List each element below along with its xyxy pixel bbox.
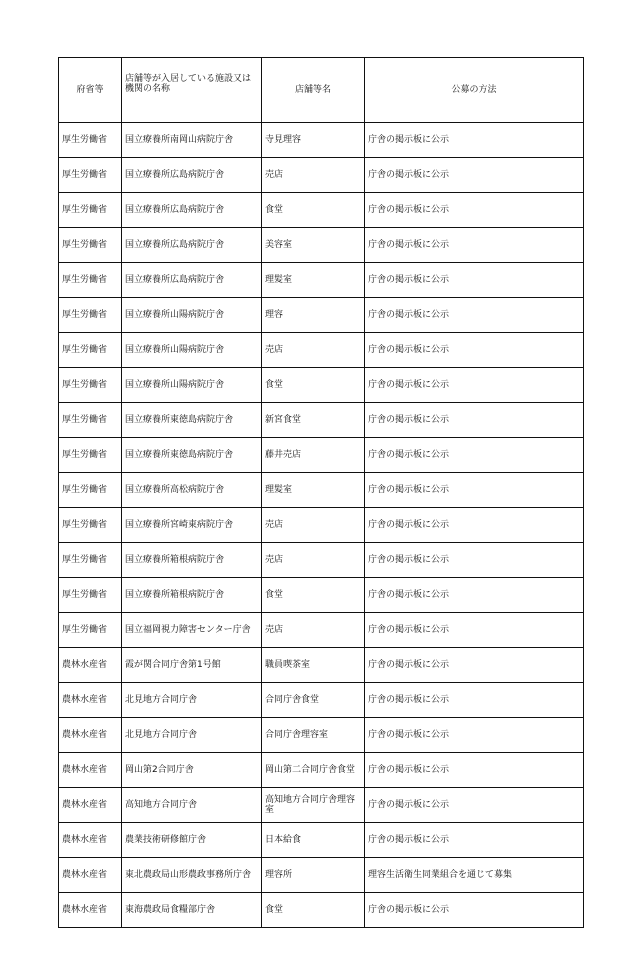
cell-method: 庁舎の掲示板に公示 [365,228,584,263]
table-row [59,368,584,403]
cell-method: 理容生活衛生同業組合を通じて募集 [365,858,584,893]
header-facility: 店舗等が入居している施設又は機関の名称 [122,58,262,123]
cell-method: 庁舎の掲示板に公示 [365,543,584,578]
cell-ministry: 農林水産省 [59,858,122,893]
cell-store: 売店 [262,613,365,648]
table-row [59,858,584,893]
cell-ministry: 厚生労働省 [59,543,122,578]
table-row [59,613,584,648]
header-method: 公募の方法 [365,58,584,123]
cell-facility: 国立療養所広島病院庁舎 [122,263,262,298]
cell-method: 庁舎の掲示板に公示 [365,473,584,508]
cell-ministry: 厚生労働省 [59,193,122,228]
cell-ministry: 厚生労働省 [59,473,122,508]
cell-facility: 国立療養所広島病院庁舎 [122,228,262,263]
cell-store: 寺見理容 [262,123,365,158]
cell-facility: 北見地方合同庁舎 [122,683,262,718]
table-row [59,718,584,753]
cell-facility: 霞が関合同庁舎第1号館 [122,648,262,683]
table-row [59,788,584,823]
table-row [59,228,584,263]
cell-ministry: 厚生労働省 [59,508,122,543]
cell-ministry: 農林水産省 [59,648,122,683]
table-row [59,158,584,193]
cell-facility: 高知地方合同庁舎 [122,788,262,823]
cell-store: 職員喫茶室 [262,648,365,683]
cell-ministry: 農林水産省 [59,893,122,928]
table-row [59,298,584,333]
cell-store: 売店 [262,543,365,578]
cell-ministry: 農林水産省 [59,753,122,788]
cell-method: 庁舎の掲示板に公示 [365,158,584,193]
cell-method: 庁舎の掲示板に公示 [365,123,584,158]
cell-store: 売店 [262,158,365,193]
cell-store: 日本給食 [262,823,365,858]
table-row [59,543,584,578]
table-row [59,578,584,613]
table-row [59,753,584,788]
document-page [58,57,584,928]
cell-facility: 国立療養所南岡山病院庁舎 [122,123,262,158]
cell-ministry: 厚生労働省 [59,228,122,263]
cell-method: 庁舎の掲示板に公示 [365,788,584,823]
cell-facility: 国立療養所箱根病院庁舎 [122,543,262,578]
cell-facility: 国立療養所箱根病院庁舎 [122,578,262,613]
cell-method: 庁舎の掲示板に公示 [365,508,584,543]
cell-store: 新宮食堂 [262,403,365,438]
cell-method: 庁舎の掲示板に公示 [365,683,584,718]
table-row [59,123,584,158]
cell-store: 食堂 [262,193,365,228]
cell-facility: 国立療養所広島病院庁舎 [122,158,262,193]
cell-ministry: 厚生労働省 [59,613,122,648]
cell-ministry: 厚生労働省 [59,368,122,403]
table-row [59,823,584,858]
table-body [59,123,584,928]
cell-store: 合同庁舎食堂 [262,683,365,718]
table-row [59,508,584,543]
cell-ministry: 厚生労働省 [59,158,122,193]
cell-store: 食堂 [262,893,365,928]
cell-method: 庁舎の掲示板に公示 [365,718,584,753]
cell-ministry: 農林水産省 [59,823,122,858]
cell-ministry: 厚生労働省 [59,123,122,158]
header-ministry: 府省等 [59,58,122,123]
cell-store: 藤井売店 [262,438,365,473]
cell-ministry: 農林水産省 [59,718,122,753]
cell-facility: 東海農政局食糧部庁舎 [122,893,262,928]
cell-store: 高知地方合同庁舎理容室 [262,788,365,823]
cell-ministry: 厚生労働省 [59,578,122,613]
cell-method: 庁舎の掲示板に公示 [365,578,584,613]
cell-facility: 国立療養所宮崎東病院庁舎 [122,508,262,543]
header-row [59,58,584,123]
cell-store: 売店 [262,508,365,543]
cell-store: 売店 [262,333,365,368]
cell-facility: 岡山第2合同庁舎 [122,753,262,788]
table-row [59,893,584,928]
table-row [59,648,584,683]
cell-ministry: 厚生労働省 [59,403,122,438]
cell-method: 庁舎の掲示板に公示 [365,613,584,648]
cell-method: 庁舎の掲示板に公示 [365,193,584,228]
cell-facility: 国立療養所東徳島病院庁舎 [122,403,262,438]
cell-store: 食堂 [262,578,365,613]
cell-ministry: 厚生労働省 [59,298,122,333]
cell-facility: 国立療養所広島病院庁舎 [122,193,262,228]
cell-method: 庁舎の掲示板に公示 [365,263,584,298]
cell-store: 理容 [262,298,365,333]
cell-method: 庁舎の掲示板に公示 [365,648,584,683]
cell-store: 岡山第二合同庁舎食堂 [262,753,365,788]
cell-method: 庁舎の掲示板に公示 [365,753,584,788]
table-row [59,438,584,473]
cell-facility: 国立療養所高松病院庁舎 [122,473,262,508]
table-row [59,683,584,718]
cell-store: 合同庁舎理容室 [262,718,365,753]
cell-facility: 国立療養所山陽病院庁舎 [122,368,262,403]
cell-method: 庁舎の掲示板に公示 [365,298,584,333]
cell-ministry: 農林水産省 [59,788,122,823]
table-row [59,193,584,228]
cell-method: 庁舎の掲示板に公示 [365,823,584,858]
cell-store: 理容所 [262,858,365,893]
cell-method: 庁舎の掲示板に公示 [365,333,584,368]
cell-method: 庁舎の掲示板に公示 [365,403,584,438]
table-row [59,403,584,438]
cell-facility: 東北農政局山形農政事務所庁舎 [122,858,262,893]
table-row [59,333,584,368]
cell-store: 美容室 [262,228,365,263]
cell-ministry: 厚生労働省 [59,263,122,298]
cell-facility: 国立療養所東徳島病院庁舎 [122,438,262,473]
cell-facility: 国立療養所山陽病院庁舎 [122,333,262,368]
cell-store: 理髪室 [262,473,365,508]
cell-store: 食堂 [262,368,365,403]
table-row [59,263,584,298]
cell-method: 庁舎の掲示板に公示 [365,368,584,403]
cell-ministry: 厚生労働省 [59,438,122,473]
cell-method: 庁舎の掲示板に公示 [365,893,584,928]
cell-facility: 国立療養所山陽病院庁舎 [122,298,262,333]
facility-table [58,57,584,928]
cell-facility: 農業技術研修館庁舎 [122,823,262,858]
header-store: 店舗等名 [262,58,365,123]
table-row [59,473,584,508]
cell-method: 庁舎の掲示板に公示 [365,438,584,473]
cell-ministry: 農林水産省 [59,683,122,718]
cell-facility: 北見地方合同庁舎 [122,718,262,753]
cell-facility: 国立福岡視力障害センター庁舎 [122,613,262,648]
cell-store: 理髪室 [262,263,365,298]
cell-ministry: 厚生労働省 [59,333,122,368]
